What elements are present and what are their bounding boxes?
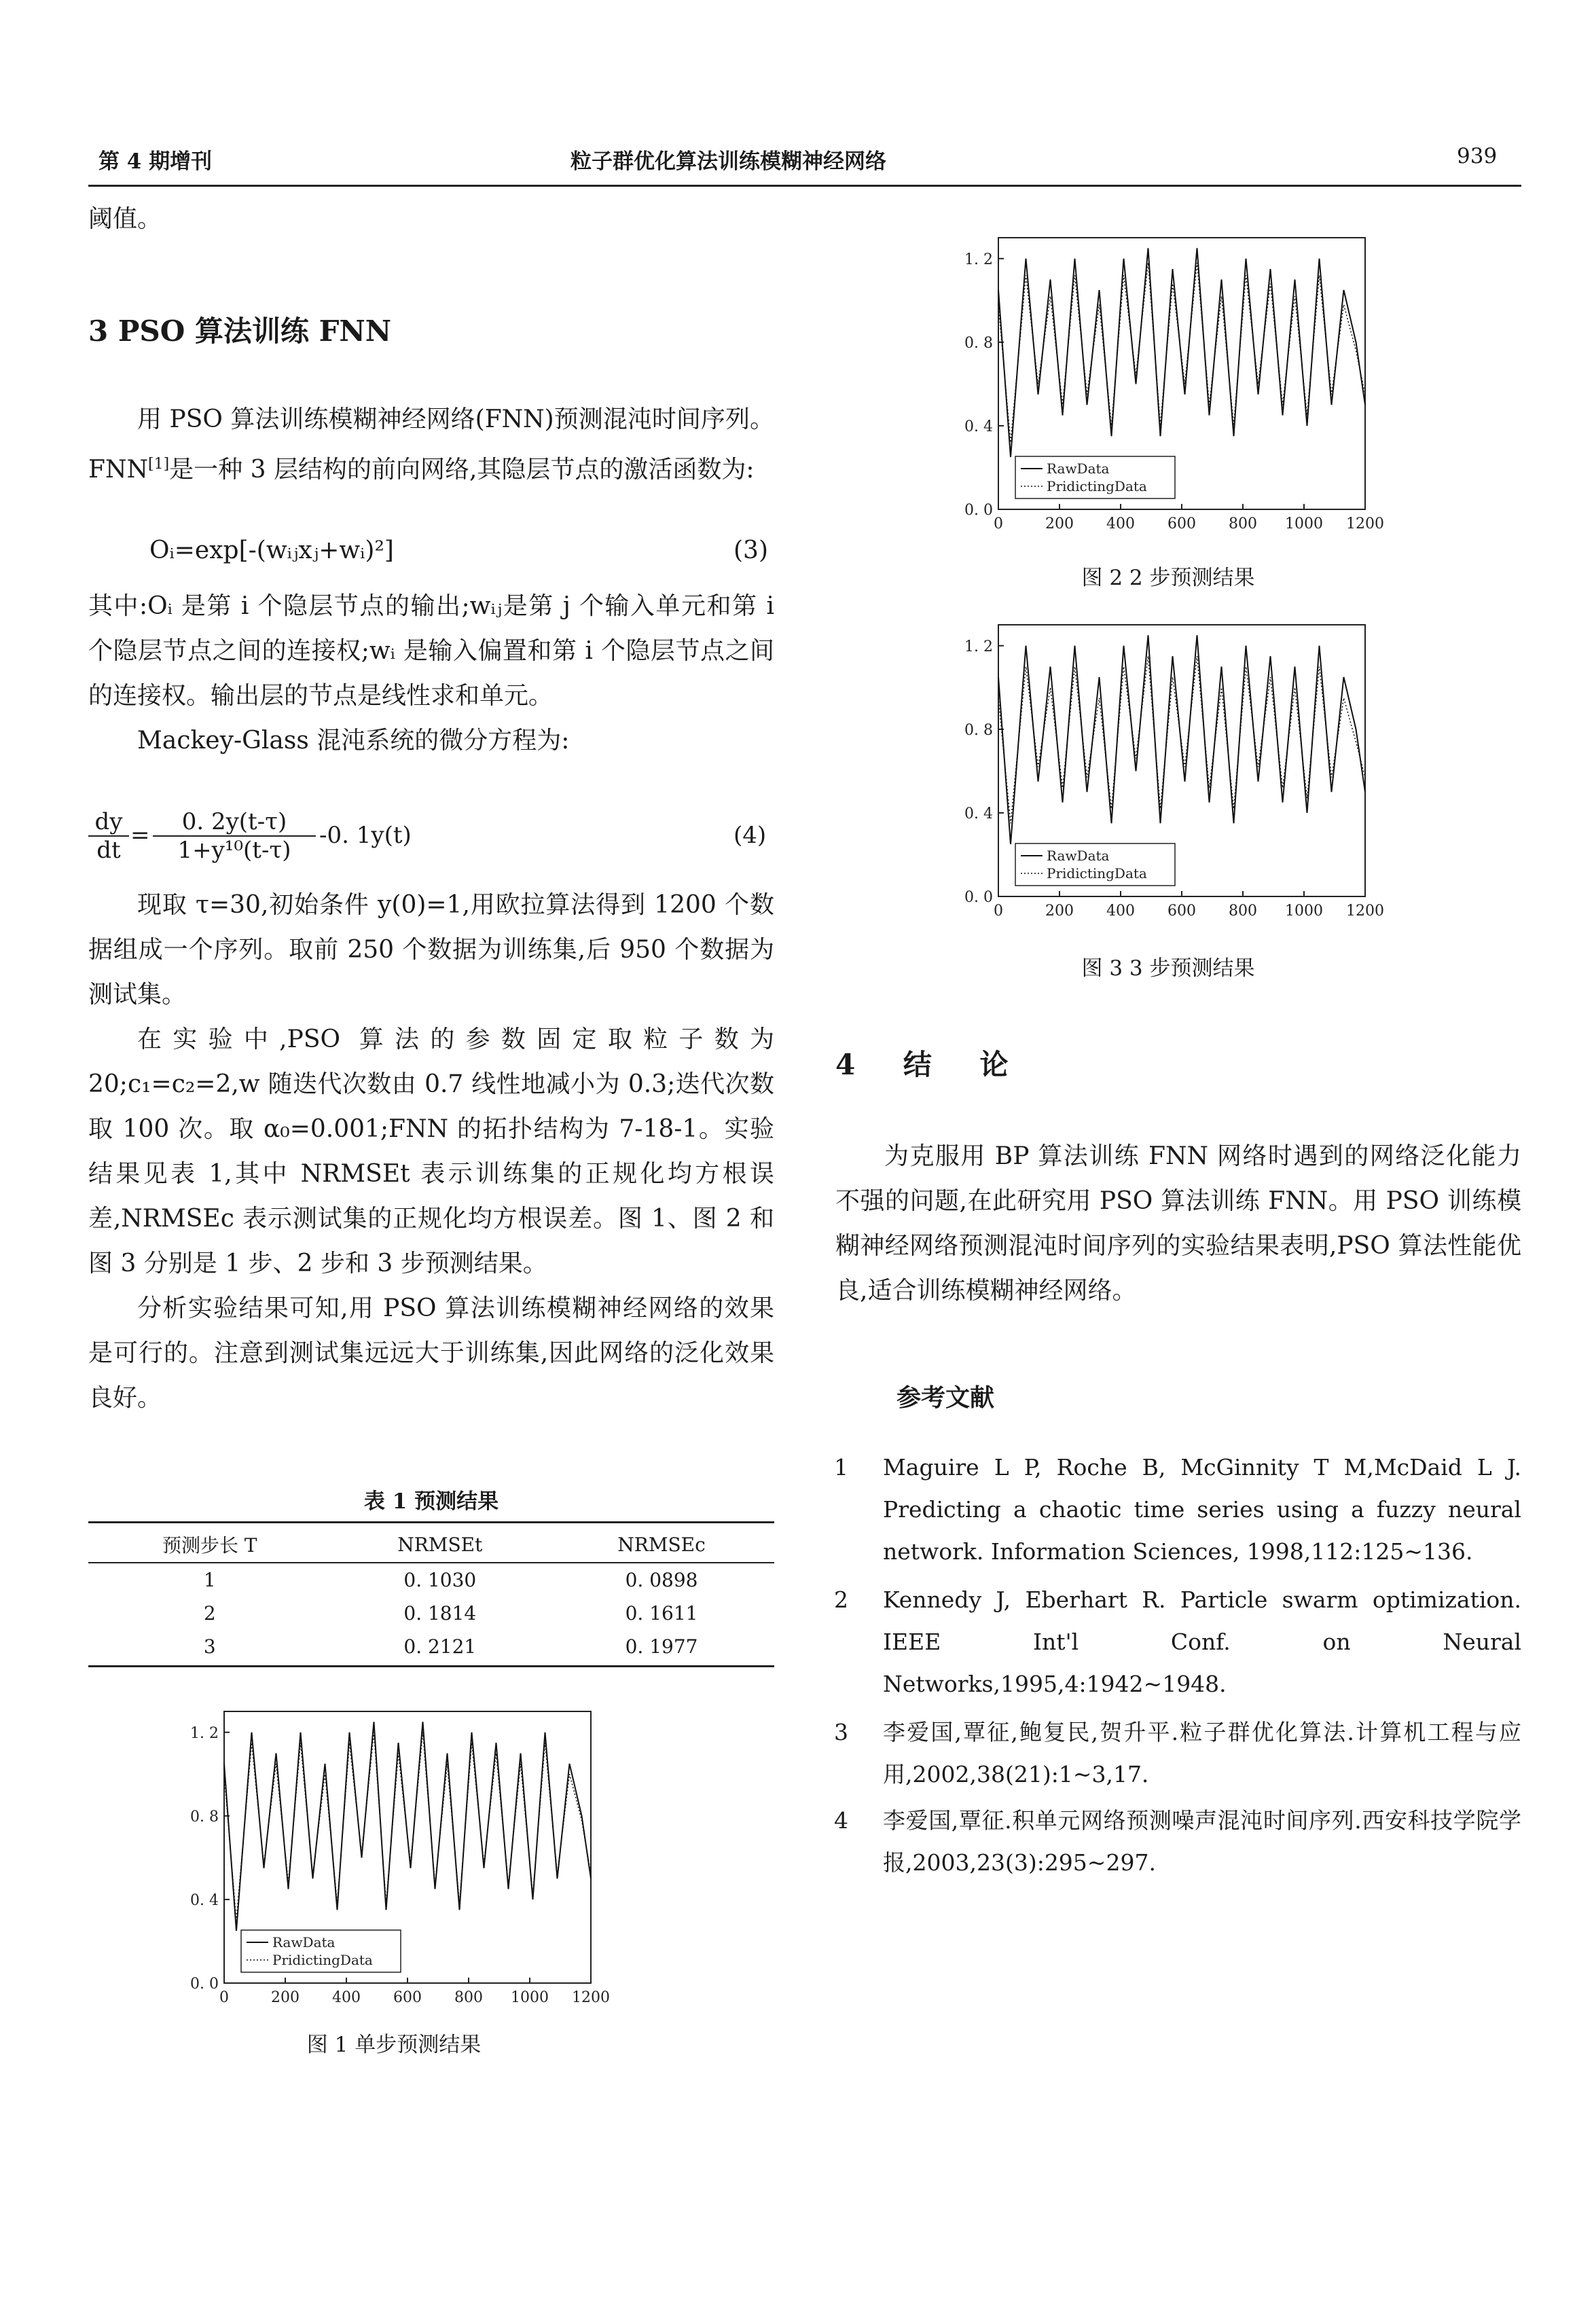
reference-1: [834, 1447, 1521, 1573]
y-tick-label: 0. 8: [190, 1808, 219, 1826]
reference-text: Kennedy J, Eberhart R. Particle swarm optimization. IEEE Int'l Conf. on Neural Networks,1995,4:1942~1948.: [883, 1586, 1521, 1697]
section-3-body-b: [88, 584, 774, 763]
table-header-row: [88, 1527, 774, 1563]
table-top-rule: [88, 1521, 774, 1523]
x-tick-label: 1200: [1346, 515, 1384, 532]
figure-1-chart: [177, 1698, 611, 2017]
y-tick-label: 0. 4: [964, 418, 993, 435]
x-tick-label: 0: [994, 515, 1003, 532]
running-head-issue: 第 4 期增刊: [98, 149, 213, 174]
x-tick-label: 400: [332, 1989, 361, 2006]
table-1-caption: 表 1 预测结果: [363, 1489, 499, 1514]
col-header-nrmset: NRMSEt: [331, 1527, 549, 1563]
figure-2-chart: [951, 224, 1385, 543]
y-tick-label: 1. 2: [964, 251, 993, 268]
legend-pred-label: PridictingData: [1047, 478, 1147, 494]
reference-3: [834, 1711, 1521, 1796]
paragraph-experiment: 在实验中,PSO 算法的参数固定取粒子数为 20;c₁=c₂=2,w 随迭代次数由 0.7 线性地减小为 0.3;迭代次数取 100 次。取 α₀=0.001;FNN 的拓扑结构为 7-18-1。实验结果见表 1,其中 NRMSEt 表示训练集的正规化均方根误差,NRMSEc 表示测试集的正规化均方根误差。图 1、图 2 和图 3 分别是 1 步、2 步和 3 步预测结果。: [88, 1025, 774, 1277]
table-bottom-rule: [88, 1665, 774, 1667]
x-tick-label: 200: [271, 1989, 300, 2006]
series-rawdata-line: [998, 248, 1365, 457]
reference-4: [834, 1800, 1521, 1884]
series-rawdata-line: [998, 635, 1365, 844]
y-tick-label: 0. 0: [190, 1976, 219, 1993]
y-tick-label: 0. 4: [964, 805, 993, 822]
col-header-nrmsec: NRMSEc: [549, 1527, 774, 1563]
reference-text: 李爱国,覃征,鲍复民,贺升平.粒子群优化算法.计算机工程与应用,2002,38(21):1~3,17.: [883, 1719, 1521, 1787]
x-tick-label: 1000: [1285, 903, 1323, 920]
reference-text: Maguire L P, Roche B, McGinnity T M,McDaid L J. Predicting a chaotic time series using a fuzzy neural network. Information Sciences, 1998,112:125~136.: [883, 1454, 1521, 1565]
series-predicting-line: [998, 656, 1365, 823]
table-cell: 3: [203, 1635, 216, 1658]
paragraph-intro: [88, 397, 774, 492]
reference-number: 2: [834, 1586, 848, 1613]
table-cell: 0. 0898: [625, 1569, 698, 1591]
x-tick-label: 600: [1167, 903, 1196, 920]
legend-raw-label: RawData: [1047, 848, 1110, 864]
figure-1-caption: 图 1 单步预测结果: [306, 2033, 482, 2057]
reference-text: 李爱国,覃征.积单元网络预测噪声混沌时间序列.西安科技学院学报,2003,23(3):295~297.: [883, 1807, 1521, 1876]
references-title: 参考文献: [896, 1383, 995, 1412]
series-predicting-line: [224, 1732, 591, 1921]
x-tick-label: 0: [994, 903, 1003, 920]
reference-number: 4: [834, 1807, 848, 1834]
x-tick-label: 1200: [1346, 903, 1384, 920]
x-tick-label: 1000: [1285, 515, 1323, 532]
legend-pred-label: PridictingData: [272, 1952, 373, 1968]
eq4-denominator: 1+y¹⁰(t-τ): [177, 837, 291, 864]
reference-number: 3: [834, 1719, 848, 1745]
equation-3-number: (3): [733, 537, 768, 564]
series-rawdata-line: [224, 1722, 591, 1931]
paragraph-data: 现取 τ=30,初始条件 y(0)=1,用欧拉算法得到 1200 个数据组成一个序列。取前 250 个数据为训练集,后 950 个数据为测试集。: [88, 891, 774, 1009]
header-rule: [88, 185, 1521, 187]
running-head-title: 粒子群优化算法训练模糊神经网络: [570, 149, 886, 174]
table-cell: 0. 1977: [625, 1635, 698, 1658]
section-3-body-c: [88, 883, 774, 1421]
x-tick-label: 0: [219, 1989, 229, 2006]
eq4-dy: dy: [88, 808, 129, 837]
y-tick-label: 1. 2: [190, 1724, 219, 1742]
equation-3: Oᵢ=exp[-(wᵢⱼxⱼ+wᵢ)²]: [149, 537, 394, 564]
reference-number: 1: [834, 1454, 848, 1481]
page-number: 939: [1457, 144, 1498, 168]
x-tick-label: 200: [1045, 903, 1074, 920]
legend-pred-label: PridictingData: [1047, 865, 1147, 882]
legend-raw-label: RawData: [272, 1934, 336, 1950]
table-row: [88, 1563, 774, 1597]
y-tick-label: 0. 4: [190, 1891, 219, 1909]
left-column: [88, 197, 774, 242]
eq4-tail: -0. 1y(t): [319, 822, 412, 849]
figure-2-caption: 图 2 2 步预测结果: [1081, 566, 1255, 590]
x-tick-label: 800: [1229, 515, 1257, 532]
x-tick-label: 1200: [572, 1989, 610, 2006]
x-tick-label: 800: [454, 1989, 483, 2006]
continued-text: 阈值。: [88, 205, 162, 233]
y-tick-label: 0. 0: [964, 889, 993, 906]
reference-2: [834, 1579, 1521, 1705]
eq4-numerator: 0. 2y(t-τ): [153, 808, 316, 837]
section-3-body-a: [88, 397, 774, 492]
x-tick-label: 200: [1045, 515, 1074, 532]
y-tick-label: 0. 0: [964, 502, 993, 519]
table-cell: 2: [203, 1602, 216, 1624]
y-tick-label: 1. 2: [964, 638, 993, 655]
citation-1: [1]: [147, 456, 170, 473]
right-column: [835, 1134, 1521, 1313]
paragraph-intro-b: 是一种 3 层结构的前向网络,其隐层节点的激活函数为:: [169, 456, 755, 484]
x-tick-label: 400: [1106, 903, 1135, 920]
table-row: [88, 1630, 774, 1663]
x-tick-label: 600: [393, 1989, 422, 2006]
x-tick-label: 800: [1229, 903, 1257, 920]
paragraph-conclusion: 为克服用 BP 算法训练 FNN 网络时遇到的网络泛化能力不强的问题,在此研究用 PSO 算法训练 FNN。用 PSO 训练模糊神经网络预测混沌时间序列的实验结果表明,PSO 算法性能优良,适合训练模糊神经网络。: [835, 1142, 1521, 1305]
y-tick-label: 0. 8: [964, 721, 993, 739]
section-4-title: 4 结 论: [835, 1048, 1028, 1081]
x-tick-label: 400: [1106, 515, 1135, 532]
y-tick-label: 0. 8: [964, 334, 993, 352]
table-cell: 0. 1611: [625, 1602, 698, 1624]
equation-4: dy dt = $\frac{0. 2y(t-\tau)}{\text{1+y¹⁰(t-τ)}}$ -0. 1y(t) (4): [88, 808, 774, 876]
equation-4-number: (4): [733, 822, 767, 849]
section-3-title: 3 PSO 算法训练 FNN: [88, 314, 392, 348]
table-cell: 0. 1030: [403, 1569, 477, 1591]
paragraph-symbols: 其中:Oᵢ 是第 i 个隐层节点的输出;wᵢⱼ是第 j 个输入单元和第 i 个隐层节点之间的连接权;wᵢ 是输入偏置和第 i 个隐层节点之间的连接权。输出层的节点是线性求和单元。: [88, 592, 774, 710]
results-table: [88, 1527, 774, 1663]
paragraph-analysis: 分析实验结果可知,用 PSO 算法训练模糊神经网络的效果是可行的。注意到测试集远远大于训练集,因此网络的泛化效果良好。: [88, 1294, 774, 1412]
x-tick-label: 600: [1167, 515, 1196, 532]
x-tick-label: 1000: [511, 1989, 549, 2006]
legend-raw-label: RawData: [1047, 460, 1110, 477]
series-predicting-line: [998, 263, 1365, 443]
col-header-step: 预测步长 T: [88, 1527, 331, 1563]
table-row: [88, 1597, 774, 1630]
table-cell: 0. 1814: [403, 1602, 477, 1624]
figure-3-caption: 图 3 3 步预测结果: [1081, 956, 1255, 981]
table-cell: 1: [203, 1569, 216, 1591]
figure-3-chart: [951, 611, 1385, 930]
paragraph-intro-a: 用 PSO 算法训练模糊神经网络(FNN)预测混沌时间序列。FNN: [88, 405, 774, 484]
table-cell: 0. 2121: [403, 1635, 477, 1658]
paragraph-mackey: Mackey-Glass 混沌系统的微分方程为:: [137, 727, 570, 755]
eq4-dt: dt: [96, 837, 121, 864]
